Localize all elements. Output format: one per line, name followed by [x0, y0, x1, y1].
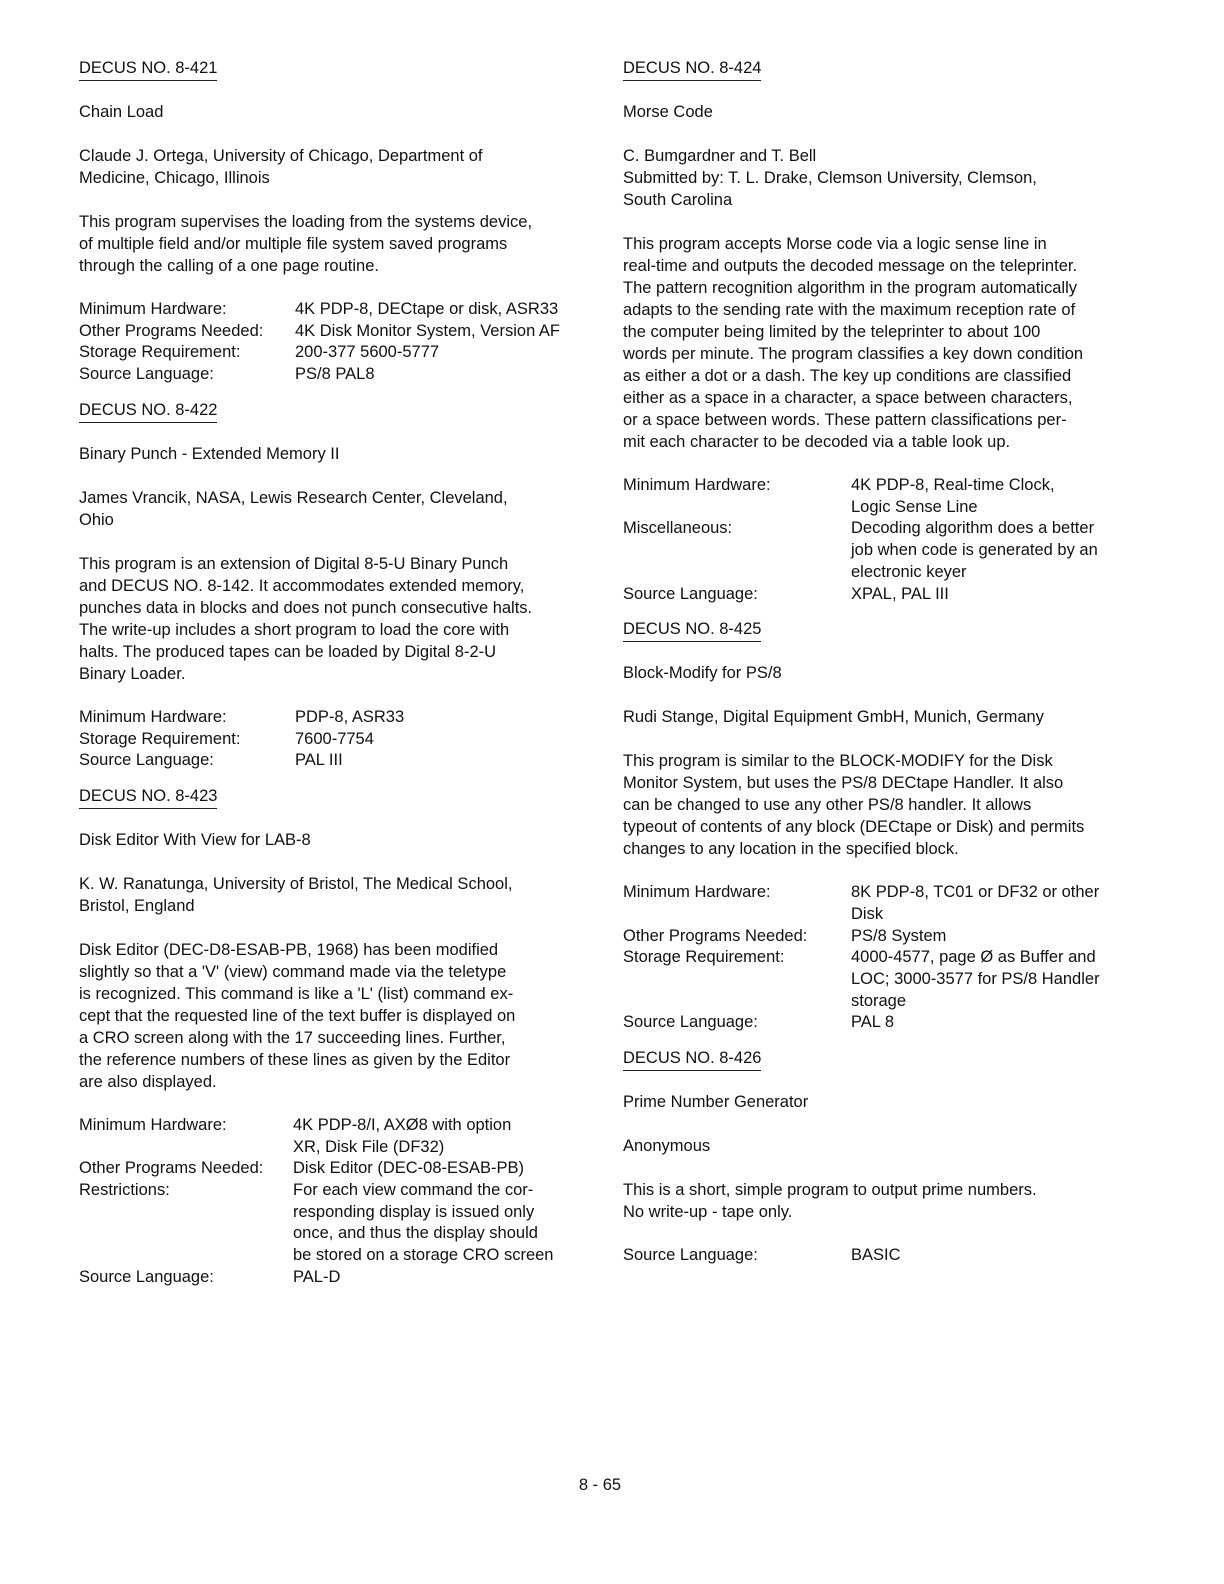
spec-label: Other Programs Needed:: [79, 1159, 264, 1178]
spec-value: 8K PDP-8, TC01 or DF32 or other Disk: [851, 883, 1100, 923]
entry-heading: DECUS NO. 8-422: [79, 400, 217, 423]
right-column: [623, 57, 1143, 1280]
spec-row: [79, 1267, 553, 1289]
spec-value: 4000-4577, page Ø as Buffer and LOC; 3000-3577 for PS/8 Handler storage: [851, 948, 1100, 1010]
spec-label: Other Programs Needed:: [623, 926, 808, 945]
spec-table: [79, 299, 560, 386]
spec-row: [79, 1115, 553, 1158]
entry-8-425: [623, 618, 1143, 1034]
spec-value: PAL 8: [851, 1013, 895, 1032]
spec-label: Source Language:: [623, 1013, 758, 1032]
spec-value: 4K PDP-8, Real-time Clock, Logic Sense Line: [851, 476, 1055, 516]
entry-description: This program accepts Morse code via a logic sense line in real-time and outputs the decoded message on the teleprinter. The pattern recognition algorithm in the program automatically adapts to the sending rate with the maximum reception rate of the computer being limited by the teleprinter to about 100 words per minute. The program classifies a key down condition as either a dot or a dash. The key up conditions are classified either as a space in a character, a space between characters, or a space between words. These pattern classifications per- mit each character to be decoded via a table look up.: [623, 235, 1084, 451]
spec-value: PS/8 System: [851, 926, 947, 945]
entry-heading: DECUS NO. 8-424: [623, 58, 761, 81]
spec-row: [79, 299, 560, 321]
entry-author: Rudi Stange, Digital Equipment GmbH, Munich, Germany: [623, 708, 1044, 727]
entry-title: Binary Punch - Extended Memory II: [79, 444, 340, 463]
entry-author: K. W. Ranatunga, University of Bristol, The Medical School, Bristol, England: [79, 874, 513, 915]
spec-label: Minimum Hardware:: [79, 1115, 227, 1134]
entry-8-422: [79, 399, 594, 772]
entry-8-423: [79, 785, 594, 1289]
spec-row: [623, 475, 1098, 518]
spec-value: PS/8 PAL8: [295, 365, 375, 384]
spec-row: [79, 750, 404, 772]
spec-label: Minimum Hardware:: [79, 300, 227, 318]
entry-heading: DECUS NO. 8-425: [623, 619, 761, 642]
left-column: [79, 57, 594, 1302]
spec-table: [79, 707, 404, 772]
spec-row: [79, 707, 404, 729]
spec-value: XPAL, PAL III: [851, 584, 949, 603]
spec-label: Miscellaneous:: [623, 519, 733, 538]
spec-label: Minimum Hardware:: [623, 476, 771, 494]
spec-value: Disk Editor (DEC-08-ESAB-PB): [293, 1159, 525, 1178]
spec-row: [623, 1012, 1100, 1034]
spec-value: PDP-8, ASR33: [295, 707, 405, 726]
spec-table: [623, 1245, 901, 1267]
spec-label: Source Language:: [623, 1246, 758, 1265]
entry-8-424: [623, 57, 1143, 605]
spec-row: [79, 321, 560, 343]
spec-label: Storage Requirement:: [79, 343, 241, 362]
spec-value: 200-377 5600-5777: [295, 343, 440, 362]
entry-description: This is a short, simple program to output prime numbers. No write-up - tape only.: [623, 1181, 1037, 1222]
spec-row: [623, 926, 1100, 948]
spec-value: 7600-7754: [295, 729, 374, 748]
spec-label: Restrictions:: [79, 1181, 170, 1200]
spec-label: Minimum Hardware:: [623, 883, 771, 902]
entry-heading: DECUS NO. 8-421: [79, 58, 217, 81]
entry-title: Block-Modify for PS/8: [623, 664, 782, 683]
entry-heading: DECUS NO. 8-426: [623, 1048, 761, 1071]
page-number: 8 - 65: [578, 1476, 622, 1494]
entry-8-426: [623, 1047, 1143, 1267]
entry-author: James Vrancik, NASA, Lewis Research Center, Cleveland, Ohio: [79, 488, 508, 529]
spec-label: Source Language:: [79, 1267, 214, 1286]
entry-author: Claude J. Ortega, University of Chicago, Department of Medicine, Chicago, Illinois: [79, 147, 483, 187]
spec-row: [79, 729, 404, 751]
spec-row: [623, 882, 1100, 925]
spec-row: [79, 1158, 553, 1180]
spec-row: [623, 1245, 901, 1267]
spec-label: Other Programs Needed:: [79, 321, 264, 340]
entry-title: Morse Code: [623, 103, 713, 121]
entry-8-421: [79, 57, 594, 386]
spec-label: Source Language:: [79, 365, 214, 384]
spec-label: Source Language:: [623, 584, 758, 603]
spec-table: [623, 475, 1098, 605]
entry-heading: DECUS NO. 8-423: [79, 786, 217, 809]
spec-row: [79, 342, 560, 364]
spec-label: Storage Requirement:: [623, 948, 785, 967]
entry-title: Disk Editor With View for LAB-8: [79, 830, 311, 849]
spec-row: [623, 947, 1100, 1012]
entry-title: Prime Number Generator: [623, 1093, 809, 1112]
entry-author: C. Bumgardner and T. Bell Submitted by: T. L. Drake, Clemson University, Clemson, South Carolina: [623, 147, 1037, 209]
spec-value: 4K PDP-8/I, AXØ8 with option XR, Disk File (DF32): [293, 1115, 512, 1156]
spec-value: 4K PDP-8, DECtape or disk, ASR33: [295, 300, 559, 318]
entry-description: This program is similar to the BLOCK-MODIFY for the Disk Monitor System, but uses the PS/8 DECtape Handler. It also can be changed to use any other PS/8 handler. It allows typeout of contents of any block (DECtape or Disk) and permits changes to any location in the specified block.: [623, 752, 1085, 859]
spec-value: PAL-D: [293, 1267, 341, 1286]
spec-value: PAL III: [295, 751, 343, 770]
entry-description: Disk Editor (DEC-D8-ESAB-PB, 1968) has been modified slightly so that a 'V' (view) command made via the teletype is recognized. This command is like a 'L' (list) command ex- cept that the requested line of the text buffer is displayed on a CRO screen along with the 17 succeeding lines. Further, the reference numbers of these lines as given by the Editor are also displayed.: [79, 940, 516, 1091]
entry-description: This program is an extension of Digital 8-5-U Binary Punch and DECUS NO. 8-142. It accommodates extended memory, punches data in blocks and does not punch consecutive halts. The write-up includes a short program to load the core with halts. The produced tapes can be loaded by Digital 8-2-U Binary Loader.: [79, 554, 533, 683]
spec-value: For each view command the cor- responding display is issued only once, and thus the display should be stored on a storage CRO screen: [293, 1181, 554, 1265]
spec-label: Minimum Hardware:: [79, 707, 227, 726]
spec-value: BASIC: [851, 1246, 901, 1265]
spec-table: [79, 1115, 553, 1289]
spec-label: Source Language:: [79, 751, 214, 770]
spec-row: [623, 584, 1098, 606]
entry-description: This program supervises the loading from the systems device, of multiple field and/or multiple file system saved programs through the calling of a one page routine.: [79, 213, 533, 275]
spec-value: 4K Disk Monitor System, Version AF: [295, 321, 561, 340]
spec-label: Storage Requirement:: [79, 729, 241, 748]
spec-row: [623, 518, 1098, 583]
spec-value: Decoding algorithm does a better job when code is generated by an electronic keyer: [851, 519, 1098, 581]
spec-table: [623, 882, 1100, 1034]
spec-row: [79, 364, 560, 386]
spec-row: [79, 1180, 553, 1267]
entry-author: Anonymous: [623, 1137, 711, 1156]
entry-title: Chain Load: [79, 103, 164, 121]
